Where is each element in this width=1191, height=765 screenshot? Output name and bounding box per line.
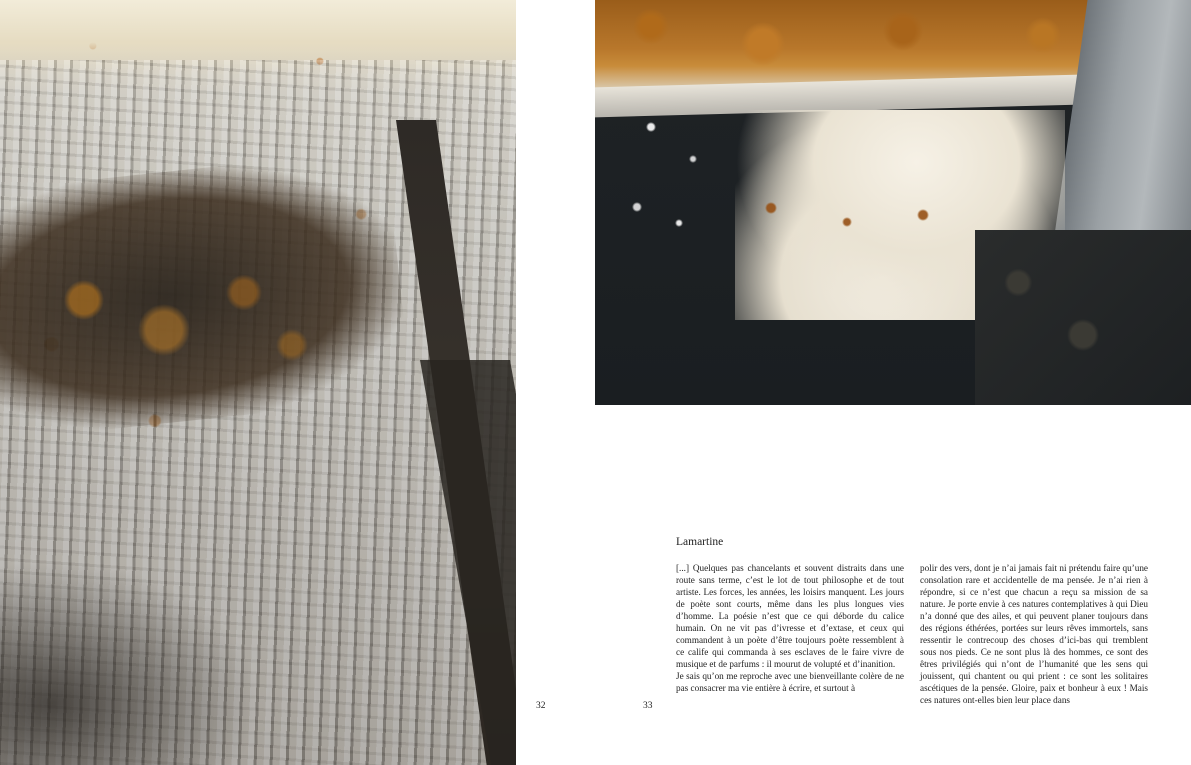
page-number-left: 32 bbox=[536, 701, 546, 711]
paragraph: Je sais qu’on me reproche avec une bienveillante colère de ne pas consacrer ma vie entière à écrire, et surtout à bbox=[676, 671, 904, 693]
text-column-1 bbox=[676, 562, 904, 694]
article-title: Lamartine bbox=[676, 536, 724, 548]
lower-shadow bbox=[0, 560, 260, 765]
rusted-metal-photo bbox=[595, 0, 1191, 405]
dark-corroded-area bbox=[975, 230, 1191, 405]
page-number-right: 33 bbox=[643, 701, 653, 711]
paragraph: polir des vers, dont je n’ai jamais fait ni prétendu faire qu’une consolation rare et accidentelle de ma pensée. Je n’ai rien à répondre, si ce n’est que chacun a reçu sa mission de sa nature. Je porte envie à ces natures contemplatives à qui Dieu n’a donné que des ailes, et qui peuvent planer toujours dans des régions éthérées, portées sur leurs rêves immortels, sans ressentir le contrecoup des choses d’ici-bas qui tremblent sous nos pieds. Ce ne sont plus là des hommes, ce sont des êtres privilégiés qui n’ont de l’humanité que les sens qui jouissent, qui chantent ou qui prient : ce sont les solitaires ascétiques de la pensée. Gloire, paix et bonheur à eux ! Mais ces natures ont-elles bien leur place dans bbox=[920, 563, 1148, 705]
text-column-2 bbox=[920, 562, 1148, 706]
rust-stains bbox=[20, 240, 340, 390]
aerial-city-photo bbox=[0, 0, 516, 765]
paint-splash bbox=[595, 95, 735, 255]
paragraph: [...] Quelques pas chancelants et souvent distraits dans une route sans terme, c’est le lot de tout philosophe et de tout artiste. Les forces, les années, les loisirs manquent. Les jours de poète sont courts, même dans les plus longues vies d’homme. La poésie n’est que ce qui déborde du calice humain. On ne vit pas d’ivresse et d’extase, et ceux qui commandent à un poète d’être toujours poète ressemblent à ce calife qui commanda à ses esclaves de le faire vivre de musique et de parfums : il mourut de volupté et d’inanition. bbox=[676, 563, 904, 669]
